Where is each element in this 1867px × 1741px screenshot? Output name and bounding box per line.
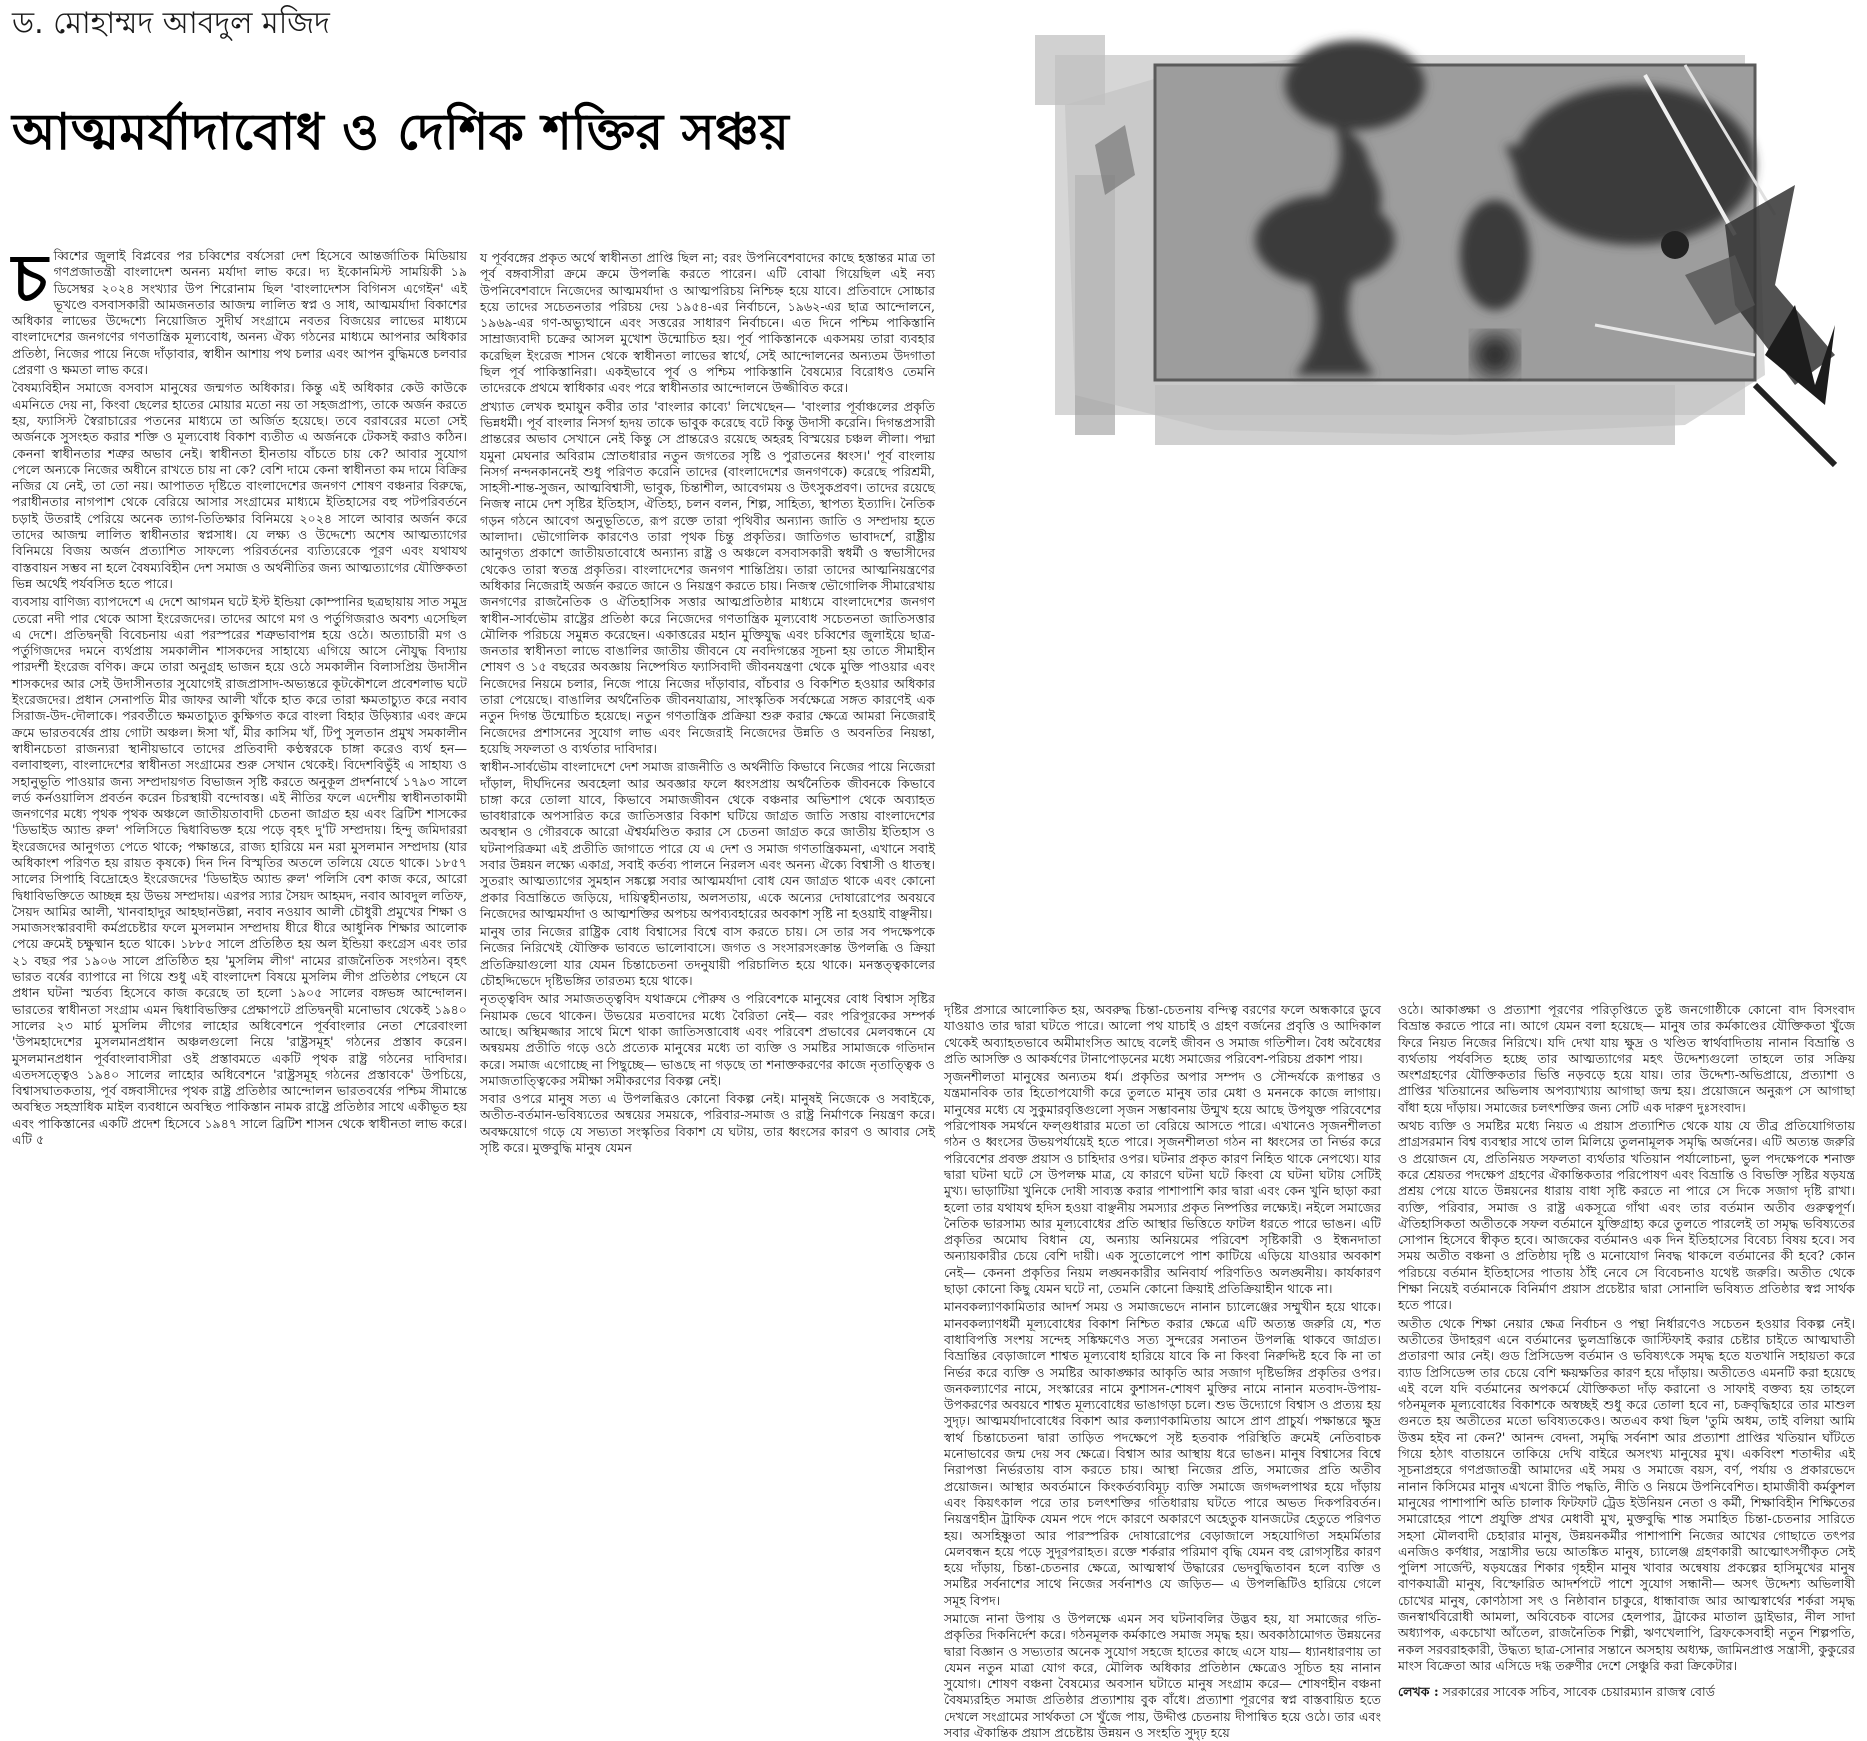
dropcap: চ [12,240,48,317]
author-label: লেখক : [1398,1684,1439,1700]
paragraph: চব্বিশের জুলাই বিপ্লবের পর চব্বিশের বর্ষসেরা দেশ হিসেবে আন্তর্জাতিক মিডিয়ায় গণপ্রজাতন্ত্রী বাংলাদেশ অনন্য মর্যাদা লাভ করে। দ্য ইকোনমিস্ট সাময়িকী ১৯ ডিসেম্বর ২০২৪ সংখ্যার উপ শিরোনাম ছিল 'বাংলাদেশস বিগিনস এগেইন' এই ভূখণ্ডে বসবাসকারী আমজনতার আজন্ম লালিত স্বপ্ন ও সাধ, আত্মমর্যাদা বিকাশের অধিকার লাভের উদ্দেশ্যে নিয়োজিত সুদীর্ঘ সংগ্রামে নবতর বিজয়ের লাভের মাধ্যমে বাংলাদেশের জনগণের গণতান্ত্রিক মূল্যবোধ, অনন্য ঐক্য গঠনের মাধ্যমে আপনার অধিকার প্রতিষ্ঠা, নিজের পায়ে নিজে দাঁড়াবার, স্বাধীন আশায় পথ চলার এবং আপন বুদ্ধিমত্তে চলবার প্রেরণা ও ক্ষমতা লাভ করে। [12,240,467,378]
abstract-illustration [1035,25,1855,480]
article-column-2 [480,250,935,1550]
paragraph: সবার ওপরে মানুষ সত্য এ উপলব্ধিরও কোনো বিকল্প নেই। মানুষই নিজেকে ও সবাইকে, অতীত-বর্তমান-ভবিষ্যতের অন্বয়ের সময়কে, পরিবার-সমাজ ও রাষ্ট্র নির্মাণকে নিয়ন্ত্রণ করে। অবক্ষয়োগে গড়ে যে সভ্যতা সংস্কৃতির বিকাশ যে ঘটায়, তার ধ্বংসের কারণ ও আবার সেই সৃষ্টি করে। মুক্তবুদ্ধি মানুষ যেমন [480,1091,935,1156]
paragraph: য পূর্ববঙ্গের প্রকৃত অর্থে স্বাধীনতা প্রাপ্তি ছিল না; বরং উপনিবেশবাদের কাছে হস্তান্তর মাত্র তা পূর্ব বঙ্গবাসীরা ক্রমে ক্রমে উপলব্ধি করতে পারেন। এটি বোঝা গিয়েছিল এই নব্য উপনিবেশবাদে নিজেদের আত্মমর্যাদা ও আত্মপরিচয় নিশ্চিহ্ন হয়ে যাবে। প্রতিবাদে সোচ্চার হয়ে তাদের সচেতনতার পরিচয় দেয় ১৯৫৪-এর নির্বাচনে, ১৯৬২-এর ছাত্র আন্দোলনে, ১৯৬৯-এর গণ-অভ্যুত্থানে এবং সত্তরের সাধারণ নির্বাচনে। এত দিনে পশ্চিম পাকিস্তানি সাম্রাজ্যবাদী চক্রের আসল মুখোশ উন্মোচিত হয়। পূর্ব পাকিস্তানকে একসময় তারা ব্যবহার করেছিল ইংরেজ শাসন থেকে স্বাধীনতা লাভের স্বার্থে, সেই আন্দোলনের অন্যতম উদগাতা ছিল পূর্ব পাকিস্তানিরা। একইভাবে পূর্ব ও পশ্চিম পাকিস্তানি বৈষম্যের বিরোধও তেমনি তাদেরকে প্রথমে স্বাধিকার এবং পরে স্বাধীনতার আন্দোলনে উজ্জীবিত করে। [480,250,935,396]
paragraph: অতীত থেকে শিক্ষা নেয়ার ক্ষেত্র নির্বাচন ও পন্থা নির্ধারণেও সচেতন হওয়ার বিকল্প নেই। অতীতের উদাহরণ এনে বর্তমানের ভুলভ্রান্তিকে জাস্টিফাই করার চেষ্টার চাইতে আত্মঘাতী প্রতারণা আর নেই। গুড প্রিসিডেন্স বর্তমান ও ভবিষ্যৎকে সমৃদ্ধ হতে যতখানি সহায়তা করে ব্যাড প্রিসিডেন্স তার চেয়ে বেশি ক্ষয়ক্ষতির কারণ হয়ে দাঁড়ায়। অতীতেও এমনটি করা হয়েছে এই বলে যদি বর্তমানের অপকর্মে যৌক্তিকতা দাঁড় করানো ও সাফাই বক্তব্য হয় তাহলে গঠনমূলক মূল্যবোধের বিকাশকে অস্বচ্ছই শুধু করে তোলা হবে না, চক্রবৃদ্ধিহারে তার মাশুল গুনতে হয় অতীতের মতো ভবিষ্যতকেও। অতএব কথা ছিল 'তুমি অধম, তাই বলিয়া আমি উত্তম হইব না কেন?' আনন্দ বেদনা, সমৃদ্ধি সর্বনাশ আর প্রত্যাশা প্রাপ্তির খতিয়ান ঘাঁটতে গিয়ে হঠাৎ বাতায়নে তাকিয়ে দেখি বাইরে অসংখ্য মানুষের মুখ। একবিংশ শতাব্দীর এই সূচনাপ্রহরে গণপ্রজাতন্ত্রী আমাদের এই সময় ও সমাজে বয়স, বর্ণ, পর্যায় ও প্রকারভেদে নানান কিসিমের মানুষ এখনো রীতি পদ্ধতি, নীতি ও নিয়মে উপনিবেশিত। হামাজীবী কর্মকুশল মানুষের পাশাপাশি অতি চালাক ফিটফাট ট্রেড ইউনিয়ন নেতা ও কর্মী, শিক্ষাবিহীন শিক্ষিতের সমারোহের পাশে প্রযুক্তি প্রখর মেধাবী মুখ, মুক্তবুদ্ধি শান্ত সমাহিত চিন্তা-চেতনার সারিতে সহসা মৌলবাদী চেহারার মানুষ, উন্নয়নকর্মীর পাশাপাশি নিজের আখের গোছাতে তৎপর এনজিও কর্ণধার, সন্ত্রাসীর ভয়ে আতঙ্কিত মানুষ, চ্যালেঞ্জ গ্রহণকারী আত্মোৎসর্গীকৃত সেই পুলিশ সার্জেন্ট, ষড়যন্ত্রের শিকার গৃহহীন মানুষ খাবার অন্বেষায় প্রকল্পের হাসিমুখের মানুষ বাণকযাত্রী মানুষ, বিস্ফোরিত আদর্শপটে পাশে সুযোগ সন্ধানী— অসৎ উদ্দেশ্য অভিলাষী চোখের মানুষ, কোণঠাসা সৎ ও নিষ্ঠাবান চাকুরে, ধান্ধাবাজ আর আত্মস্বার্থের শর্করা সমৃদ্ধ জনস্বার্থবিরোধী আমলা, অবিবেচক বাসের হেলপার, ট্রাকের মাতাল ড্রাইভার, নীল সাদা অধ্যাপক, একচোখা আঁতেল, রাজনৈতিক শিল্পী, ঋণখেলাপি, ব্রিফকেসবাহী নতুন শিল্পপতি, নকল সরবরাহকারী, উদ্ধত্য ছাত্র-সোনার সন্তানে অসহায় অধ্যক্ষ, জামিনপ্রাপ্ত সন্ত্রাসী, কুকুরের মাংস বিক্রেতা আর এসিডে দগ্ধ তরুণীর দেশে সেঞ্চুরি করা ক্রিকেটার। [1398,1315,1855,1673]
paragraph: স্বাধীন-সার্বভৌম বাংলাদেশে দেশ সমাজ রাজনীতি ও অর্থনীতি কিভাবে নিজের পায়ে নিজেরা দাঁড়াল, দীর্ঘদিনের অবহেলা আর অবজ্ঞার ফলে ধ্বংসপ্রায় অর্থনৈতিক জীবনকে কিভাবে চাঙ্গা করে তোলা যাবে, কিভাবে সমাজজীবন থেকে বঞ্চনার অভিশাপ থেকে অব্যাহত ভাবধারাকে অপসারিত করে জাতিসত্তার বিকাশ ঘটিয়ে জাগ্রত জাতি সত্তায় বাংলাদেশের অবস্থান ও গৌরবকে আরো ঐশ্বর্যমণ্ডিত করার সে চেতনা জাগ্রত করে জাতীয় ইতিহাস ও ঘটনাপরিক্রমা এই প্রতীতি জাগাতে পারে যে এ দেশ ও সমাজ গণতান্ত্রিকমনা, এখানে সবাই সবার উন্নয়ন লক্ষ্যে একাগ্র, সবাই কর্তব্য পালনে নিরলস এবং অনন্য ঐক্যে বিশ্বাসী ও ধাতস্থ। সুতরাং আত্মত্যাগের সুমহান সঙ্কল্পে সবার আত্মমর্যাদা বোধ যেন জাগ্রত থাকে এবং কোনো প্রকার বিভ্রান্তিতে জড়িয়ে, দায়িত্বহীনতায়, অলসতায়, একে অন্যের দোষারোপের অবয়বে নিজেদের আত্মমর্যাদা ও আত্মশক্তির অপচয় অপব্যবহারের অবকাশ সৃষ্টি না হওয়াই বাঞ্ছনীয়। [480,759,935,921]
paragraph: সমাজে নানা উপায় ও উপলক্ষে এমন সব ঘটনাবলির উদ্ভব হয়, যা সমাজের গতি-প্রকৃতির দিকনির্দেশ করে। গঠনমূলক কর্মকাণ্ডে সমাজ সমৃদ্ধ হয়। অবকাঠামোগত উন্নয়নের দ্বারা বিজ্ঞান ও সভ্যতার অনেক সুযোগ সহজে হাতের কাছে এসে যায়— ধ্যানধারণায় তা যেমন নতুন মাত্রা যোগ করে, মৌলিক অধিকার প্রতিষ্ঠান ক্ষেত্রেও সূচিত হয় নানান সুযোগ। শোষণ বঞ্চনা বৈষম্যের অবসান ঘটাতে মানুষ সংগ্রাম করে— শোষণহীন বঞ্চনা বৈষম্যরহিত সমাজ প্রতিষ্ঠার প্রত্যাশায় বুক বাঁধে। প্রত্যাশা পূরণের স্বপ্ন বাস্তবায়িত হতে দেখলে সংগ্রামের সার্থকতা সে খুঁজে পায়, উদ্দীপ্ত চেতনায় দীপান্বিত হয়ে ওঠে। তার এবং সবার ঐকান্তিক প্রয়াস প্রচেষ্টায় উন্নয়ন ও সংহতি সুদৃঢ় হয়ে [944,1610,1381,1741]
paragraph: বৈষম্যবিহীন সমাজে বসবাস মানুষের জন্মগত অধিকার। কিন্তু এই অধিকার কেউ কাউকে এমনিতে দেয় না, কিংবা ছেলের হাতের মোয়ার মতো নয় তা সহজপ্রাপ্য, তাকে অর্জন করতে হয়, ফ্যাসিস্ট স্বৈরাচারের পতনের মাধ্যমে তা অর্জিত হয়েছে। তবে বরাবরের মতো সেই অর্জনকে সুসংহত করার শক্তি ও মূল্যবোধ বিকাশ ব্যতীত এ অর্জনকে টেকসই করাও কঠিন। কেননা স্বাধীনতার শত্রুর অভাব নেই। স্বাধীনতা হীনতায় বাঁচতে চায় কে? আবার সুযোগ পেলে অন্যকে নিজের অধীনে রাখতে চায় না কে? বেশি দামে কেনা স্বাধীনতা কম দামে বিক্রির নজির যে নেই, তা তো নয়। আপাতত দৃষ্টিতে বাংলাদেশের জনগণ শোষণ বঞ্চনার বিরুদ্ধে, পরাধীনতার নাগপাশ থেকে বেরিয়ে আসার সংগ্রামের মাধ্যমে ইতিহাসের বহু পটপরিবর্তনে চড়াই উতরাই পেরিয়ে অনেক ত্যাগ-তিতিক্ষার বিনিময়ে ২০২৪ সালে আবার অর্জন করে তাদের আজন্ম লালিত স্বাধীনতার স্বপ্নসাধ। যে লক্ষ্য ও উদ্দেশ্যে অশেষ আত্মত্যাগের বিনিময়ে বিজয় অর্জন প্রত্যাশিত সাফল্যে পরিবর্তনের ব্যত্যিরেকে পূরণ এবং যথাযথ বাস্তবায়ন সম্ভব না হলে বৈষম্যবিহীন দেশ সমাজ ও অর্থনীতির জন্য আত্মত্যাগের যৌক্তিকতা ভিন্ন অর্থেই পর্যবসিত হতে পারে। [12,380,467,591]
paragraph: সৃজনশীলতা মানুষের অন্যতম ধর্ম। প্রকৃতির অপার সম্পদ ও সৌন্দর্যকে রূপান্তর ও যন্ত্রমানবিক তার হিতোপযোগী করে তুলতে মানুষ তার মেধা ও মননকে কাজে লাগায়। মানুষের মধ্যে যে সুকুমারবৃত্তিগুলো সৃজন সম্ভাবনায় উন্মুখ হয়ে আছে উপযুক্ত পরিবেশের পরিপোষক সমর্থনে ফল্গুধারার মতো তা বেরিয়ে আসতে পারে। এখানেও সৃজনশীলতা গঠন ও ধ্বংসের উভয়পর্যায়েই হতে পারে। সৃজনশীলতা গঠন না ধ্বংসের তা নির্ভর করে পরিবেশের প্রবক্ত প্রয়াস ও চাহিদার ওপর। ঘটনার প্রকৃত কারণ নিহিত থাকে নেপথ্যে। যার দ্বারা ঘটনা ঘটে সে উপলক্ষ মাত্র, যে কারণে ঘটনা ঘটে কিংবা যে ঘটনা ঘটায় সেটিই মুখ্য। ভাড়াটিয়া খুনিকে দোষী সাব্যস্ত করার পাশাপাশি কার দ্বারা এবং কেন খুনি ছাড়া করা হলো তার যথাযথ হদিস হওয়া বাঞ্ছনীয় সমস্যার প্রকৃত নিষ্পত্তির লক্ষ্যেই। নইলে সমাজের নৈতিক ভারসাম্য আর মূল্যবোধের প্রতি আস্থার ভিত্তিতে ফাটল ধরতে পারে ভাঙন। এটি প্রকৃতির অমোঘ বিধান যে, অন্যায় অনিয়মের পরিবেশ সৃষ্টিকারী ও ইন্ধনদাতা অন্যায়কারীর চেয়ে বেশি দায়ী। এক সুতোলেপে পাশ কাটিয়ে এড়িয়ে যাওয়ার অবকাশ নেই— কেননা প্রকৃতির নিয়ম লঙ্ঘনকারীর অনিবার্য পরিণতিও অলঙ্ঘনীয়। কার্যকারণ ছাড়া কোনো কিছু যেমন ঘটে না, তেমনি কোনো ক্রিয়াই প্রতিক্রিয়াহীন থাকে না। [944,1069,1381,1297]
author-text: সরকারের সাবেক সচিব, সাবেক চেয়ারম্যান রাজস্ব বোর্ড [1442,1684,1715,1700]
author-note [1398,1684,1855,1700]
paragraph: মানবকল্যাণকামিতার আদর্শ সময় ও সমাজভেদে নানান চ্যালেঞ্জের সম্মুখীন হয়ে থাকে। মানবকল্যাণধর্মী মূল্যবোধের বিকাশ নিশ্চিত করার ক্ষেত্রে এটি অত্যন্ত জরুরি যে, শত বাধাবিপত্তি সংশয় সন্দেহ সঙ্কিক্ষণেও সত্য সুন্দরের সনাতন উপলব্ধি থাকবে জাগ্রত। বিভ্রান্তির বেড়াজালে শাশ্বত মূল্যবোধ হারিয়ে যাবে কি না কিংবা নিরুদ্দিষ্ট হবে কি না তা নির্ভর করে ব্যক্তি ও সমষ্টির আকাঙ্ক্ষার আকৃতি আর সজাগ দৃষ্টিভঙ্গির প্রকৃতির ওপর। জনকল্যাণের নামে, সংস্কারের নামে কুশাসন-শোষণ মুক্তির নামে নানান মতবাদ-উপায়-উপকরণের অবয়বে শাশ্বত মূল্যবোধের ভাঙাগড়া চলে। শুভ উদ্যোগে বিশ্বাস ও প্রত্যয় হয় সুদৃঢ়। আত্মমর্যাদাবোধের বিকাশ আর কল্যাণকামিতায় আসে প্রাণ প্রাচুর্য। পক্ষান্তরে ক্ষুদ্র স্বার্থ চিন্তাচেতনা দ্বারা তাড়িত পদক্ষেপে সৃষ্ট হতবাক পরিস্থিতি ক্রমেই নেতিবাচক মনোভাবের জন্ম দেয় সব ক্ষেত্রে। বিশ্বাস আর আস্থায় ধরে ভাঙন। মানুষ বিশ্বাসের বিশ্বে নিরাপত্তা নির্ভরতায় বাস করতে চায়। আস্থা নিজের প্রতি, সমাজের প্রতি অতীব প্রয়োজন। আস্থার অবর্তমানে কিংকর্তব্যবিমূঢ় ব্যক্তি সমাজে জগদ্দলপাথর হয়ে দাঁড়ায় এবং কিয়ৎকাল পরে তার চলৎশক্তির গতিধারায় ঘটতে পারে অভত দিকপরিবর্তন। নিয়ন্ত্রণহীন ট্রাফিক যেমন পদে পদে কারণে অকারণে অহেতুক যানজটের হেতুতে পরিণত হয়। অসহিষ্ণুতা আর পারস্পরিক দোষারোপের বেড়াজালে সহযোগিতা সহমর্মিতার মেলবন্ধন হয়ে পড়ে সুদূরপরাহত। রক্তে শর্করার পরিমাণ বৃদ্ধি যেমন বহু রোগসৃষ্টির কারণ হয়ে দাঁড়ায়, চিন্তা-চেতনার ক্ষেত্রে, আত্মস্বার্থ উদ্ধারের ভেদবুদ্ধিতাবন হলে ব্যক্তি ও সমষ্টির সর্বনাশের সাথে নিজের সর্বনাশও যে জড়িত— এ উপলব্ধিটিও হারিয়ে গেলে সমূহ বিপদ। [944,1299,1382,1608]
paragraph: নৃতত্ত্ববিদ আর সমাজতত্ত্ববিদ যথাক্রমে পৌরুষ ও পরিবেশকে মানুষের বোধ বিশ্বাস সৃষ্টির নিয়ামক ভেবে থাকেন। উভয়ের মতবাদের মধ্যে বৈরিতা নেই— বরং পরিপূরকের সম্পর্ক আছে। অস্থিমজ্জার সাথে মিশে থাকা জাতিসত্তাবোধ এবং পরিবেশ প্রভাবের মেলবন্ধনে যে অন্বয়ময় প্রতীতি গড়ে ওঠে প্রত্যেক মানুষের মধ্যে তা ব্যক্তি ও সমষ্টির সামাজকে গতিদান করে। সমাজ এগোচ্ছে না পিছুচ্ছে— ভাঙছে না গড়ছে তা শনাক্তকরণের কাজে নৃতাত্ত্বিক ও সমাজতাত্ত্বিকের সমীক্ষা সমীকরণের বিকল্প নেই। [480,991,935,1088]
article-column-4 [1398,1002,1855,1700]
paragraph: দৃষ্টির প্রসারে আলোকিত হয়, অবরুদ্ধ চিন্তা-চেতনায় বন্দিত্ব বরণের ফলে অন্ধকারে ডুবে যাওয়াও তার দ্বারা ঘটতে পারে। আলো পথ যাচাই ও গ্রহণ বর্জনের প্রবৃত্তি ও আদিকাল থেকেই অব্যাহতভাবে অমীমাংসিত আছে বলেই জীবন ও সমাজ গতিশীল। বৈধ অবৈধের প্রতি আসক্তি ও আকর্ষণের টানাপোড়নের মধ্যে সমাজের পরিবেশ-পরিচয় প্রকাশ পায়। [944,1002,1381,1066]
headline: আত্মমর্যাদাবোধ ও দেশিক শক্তির সঞ্চয় [12,103,790,161]
article-column-3 [944,1002,1382,1741]
paragraph: ব্যবসায় বাণিজ্য ব্যাপদেশে এ দেশে আগমন ঘটে ইস্ট ইন্ডিয়া কোম্পানির ছত্রছায়ায় সাত সমুদ্র তেরো নদী পার থেকে আসা ইংরেজদের। তাদের আগে মগ ও পর্তুগিজরাও অবশ্য এসেছিল এ দেশে। প্রতিদ্বন্দ্বী বিবেচনায় এরা পরস্পরের শত্রুভাবাপন্ন হয়ে ওঠে। অত্যাচারী মগ ও পর্তুগিজদের দমনে ব্যর্থপ্রায় সমকালীন শাসকদের সাহায্যে এগিয়ে আসে নৌযুদ্ধ বিদ্যায় পারদর্শী ইংরেজ বণিক। ক্রমে তারা অনুগ্রহ ভাজন হয়ে ওঠে সমকালীন বিলাসপ্রিয় উদাসীন শাসকদের আর সেই উদাসীনতার সুযোগেই রাজপ্রাসাদ-অভ্যন্তরে কূটকৌশলে প্রবেশলাভ ঘটে ইংরেজদের। প্রধান সেনাপতি মীর জাফর আলী খাঁকে হাত করে তারা ক্ষমতাচ্যুত করে নবাব সিরাজ-উদ-দৌলাকে। পরবর্তীতে ক্ষমতাচ্যুত কুক্ষিগত করে বাংলা বিহার উড়িষ্যার এবং ক্রমে ক্রমে ভারতবর্ষের প্রায় গোটা অঞ্চল। ঈসা খাঁ, মীর কাসিম খাঁ, টিপু সুলতান প্রমুখ সমকালীন স্বাধীনচেতা রাজন্যরা স্থানীয়ভাবে তাদের প্রতিবাদী কণ্ঠস্বরকে চাঙ্গা করেও ব্যর্থ হন— বলাবাহুল্য, বাংলাদেশের স্বাধীনতা সংগ্রামের শুরু সেখান থেকেই। বিদেশবিভুঁই এ সাহায্য ও সহানুভূতি পাওয়ার জন্য সম্প্রদায়গত বিভাজন সৃষ্টি করতে অনুকূল প্রদর্শনার্থে ১৭৯৩ সালে লর্ড কর্নওয়ালিস প্রবর্তন করেন চিরস্থায়ী বন্দোবস্ত। এই নীতির ফলে এদেশীয় স্বাধীনতাকামী জনগণের মধ্যে পৃথক পৃথক অঞ্চলে জাতীয়তাবাদী চেতনা জাগ্রত হয় এবং ব্রিটিশ শাসকের 'ডিভাইড অ্যান্ড রুল' পলিসিতে দ্বিধাবিভক্ত হয়ে পড়ে বৃহৎ দু'টি সম্প্রদায়। হিন্দু জমিদাররা ইংরেজদের আনুগত্য পেতে থাকে; পক্ষান্তরে, রাজ্য হারিয়ে মন মরা মুসলমান সম্প্রদায় (যার অধিকাংশ পরিণত হয় রায়ত কৃষকে) দিন দিন বিস্মৃতির অতলে তলিয়ে যেতে থাকে। ১৮৫৭ সালের সিপাহি বিদ্রোহেও ইংরেজদের 'ডিভাইড অ্যান্ড রুল' পলিসি বেশ কাজ করে, আরো দ্বিধাবিভক্তিতে আচ্ছন্ন হয় উভয় সম্প্রদায়। এরপর স্যার সৈয়দ আহমদ, নবাব আবদুল লতিফ, সৈয়দ আমির আলী, খানবাহাদুর আহছানউল্লা, নবাব নওয়াব আলী চৌধুরী প্রমুখের শিক্ষা ও সমাজসংস্কারবাদী কর্মপ্রচেষ্টার ফলে মুসলমান সম্প্রদায় ধীরে ধীরে আধুনিক শিক্ষার আলোক পেয়ে ক্রমেই চক্ষুষ্মান হতে থাকে। ১৮৮৫ সালে প্রতিষ্ঠিত হয় অল ইন্ডিয়া কংগ্রেস এবং তার ২১ বছর পর ১৯০৬ সালে প্রতিষ্ঠিত হয় 'মুসলিম লীগ' নামের রাজনৈতিক সংগঠন। বৃহৎ ভারত বর্ষের ব্যাপারে না গিয়ে শুধু এই বাংলাদেশ বিষয়ে মুসলিম লীগ প্রতিষ্ঠার পেছনে যে প্রধান ঘটনা স্মর্তব্য হিসেবে কাজ করেছে তা হলো ১৯০৫ সালের বঙ্গভঙ্গ আন্দোলন। ভারতের স্বাধীনতা সংগ্রাম এমন দ্বিধাবিভক্তির প্রেক্ষাপটে প্রতিদ্বন্দ্বী মনোভাব থেকেই ১৯৪০ সালের ২৩ মার্চ মুসলিম লীগের লাহোর অধিবেশনে পূর্ববাংলার নেতা শেরেবাংলা 'উপমহাদেশের মুসলমানপ্রধান অঞ্চলগুলো নিয়ে 'রাষ্ট্রসমূহ' গঠনের প্রস্তাব করেন। মুসলমানপ্রধান পূর্ববাংলাবাসীরা ওই প্রস্তাবমতে একটি পৃথক রাষ্ট্র গঠনের দাবিদার। এতদসত্ত্বেও ১৯৪০ সালের লাহোর অধিবেশনে 'রাষ্ট্রসমূহ গঠনের প্রস্তাবকে' উপচিয়ে, বিশ্বাসঘাতকতায়, পূর্ব বঙ্গবাসীদের পৃথক রাষ্ট্র প্রতিষ্ঠার আন্দোলন ভারতবর্ষের পশ্চিম সীমান্তে অবস্থিত সহস্রাধিক মাইল ব্যবধানে অবস্থিত পাকিস্তান নামক রাষ্ট্রে প্রতিষ্ঠার সাথে একীভূত হয় এবং পাকিস্তানের একটি প্রদেশ হিসেবে ১৯৪৭ সালে ব্রিটিশ শাসন থেকে স্বাধীনতা লাভ করে। এটি ৫ [12,594,467,1148]
paragraph: অথচ ব্যক্তি ও সমষ্টির মধ্যে নিয়ত এ প্রয়াস প্রত্যাশিত থেকে যায় যে তীব্র প্রতিযোগিতায় প্রাগ্রসরমান বিশ্ব ব্যবস্থার সাথে তাল মিলিয়ে তুলনামূলক সমৃদ্ধি অর্জনের। এটি অত্যন্ত জরুরি ও প্রয়োজন যে, প্রতিনিয়ত সফলতা ব্যর্থতার খতিয়ান পর্যালোচনা, ভুল পদক্ষেপকে শনাক্ত করে শ্রেয়তর পদক্ষেপ গ্রহণের ঐকান্তিকতার পরিপোষণ এবং বিভ্রান্তি ও বিভক্তি সৃষ্টির ষড়যন্ত্র প্রশ্রয় পেয়ে যাতে উন্নয়নের ধারায় বাধা সৃষ্টি করতে না পারে সে দিকে সজাগ দৃষ্টি রাখা। ব্যক্তি, পরিবার, সমাজ ও রাষ্ট্র একসূত্রে গাঁথা এবং তার বর্তমান অতীব গুরুত্বপূর্ণ। ঐতিহাসিকতা অতীতকে সফল বর্তমানে যুক্তিগ্রাহ্য করে তুলতে পারলেই তা সমৃদ্ধ ভবিষ্যতের সোপান হিসেবে স্বীকৃত হবে। আজকের বর্তমানও এক দিন ইতিহাসের বিবেচ্য বিষয় হবে। সব সময় অতীত বঞ্চনা ও প্রতিষ্ঠায় দৃষ্টি ও মনোযোগ নিবদ্ধ থাকলে বর্তমানের কী হবে? কোন পরিচয়ে বর্তমান ইতিহাসের পাতায় ঠাঁই নেবে সে বিবেচনাও যথেষ্ট জরুরি। অতীত থেকে শিক্ষা নিয়েই বর্তমানকে বিনির্মাণ প্রয়াস প্রচেষ্টার দ্বারা সোনালি ভবিষ্যত প্রতিষ্ঠার স্বপ্ন সার্থক হতে পারে। [1398,1118,1855,1313]
paragraph: ওঠে। আকাঙ্ক্ষা ও প্রত্যাশা পূরণের পরিতৃপ্তিতে তুষ্ট জনগোষ্ঠীকে কোনো বাদ বিসংবাদ বিভ্রান্ত করতে পারে না। আগে যেমন বলা হয়েছে— মানুষ তার কর্মকাণ্ডের যৌক্তিকতা খুঁজে ফিরে নিয়ত নিজের নিরিখে। যদি দেখা যায় ক্ষুদ্র ও খণ্ডিত স্বার্থবাদিতায় নানান বিভ্রান্তি ও ব্যর্থতায় পর্যবসিত হচ্ছে তার আত্মত্যাগের মহৎ উদ্দেশ্যগুলো তাহলে তার সক্রিয় অংশগ্রহণের যৌক্তিকতার ভিত্তি নড়বড়ে হয়ে যায়। তার উদ্দেশ্য-অভিপ্রায়ে, প্রত্যাশা ও প্রাপ্তির খতিয়ানের অভিলাষ অপব্যাখ্যায় আগাছা জন্ম হয়। প্রয়োজনে অনুরূপ সে আগাছা বাঁধা হয়ে দাঁড়ায়। সমাজের চলৎশক্তির জন্য সেটি এক দারুণ দুঃসংবাদ। [1398,1002,1855,1115]
article-column-1 [12,240,467,1548]
paragraph: মানুষ তার নিজের রাষ্ট্রিক বোধ বিশ্বাসের বিশ্বে বাস করতে চায়। সে তার সব পদক্ষেপকে নিজের নিরিখেই যৌক্তিক ভাবতে ভালোবাসে। জগত ও সংসারসংক্রান্ত উপলব্ধি ও ক্রিয়া প্রতিক্রিয়াগুলো যার যেমন চিন্তাচেতনা তদনুযায়ী পরিচালিত হয়ে থাকে। মনস্তত্ত্বকালের চৌহদ্দিভেদে দৃষ্টিভঙ্গির তারতম্য হয়ে থাকে। [480,924,935,989]
byline: ড. মোহাম্মদ আবদুল মজিদ [12,6,330,41]
paragraph: প্রখ্যাত লেখক হুমায়ুন কবীর তার 'বাংলার কাব্যে' লিখেছেন— 'বাংলার পূর্বাঞ্চলের প্রকৃতি ভিন্নধর্মী। পূর্ব বাংলার নিসর্গ হৃদয় তাকে ভাবুক করেছে বটে কিন্তু উদাসী করেনি। দিগন্তপ্রসারী প্রান্তরের অভাব সেখানে নেই কিন্তু সে প্রান্তরেও রয়েছে অহরহ বিস্ময়ের চঞ্চল লীলা। পদ্মা যমুনা মেঘনার অবিরাম স্রোতধারার নতুন জগতের সৃষ্টি ও পুরাতনের ধ্বংস।' পূর্ব বাংলায় নিসর্গ নন্দনকাননেই শুধু পরিণত করেনি তাদের (বাংলাদেশের জনগণকে) করেছে পরিশ্রমী, সাহসী-শান্ত-সুজন, আত্মবিশ্বাসী, ভাবুক, চিন্তাশীল, আবেগময় ও উৎসুকপ্রবণ। তাদের রয়েছে নিজস্ব নামে দেশ সৃষ্টির ইতিহাস, ঐতিহ্য, চলন বলন, শিল্প, সাহিত্য, স্থাপত্য ইত্যাদি। নৈতিক গড়ন গঠনে আবেগ অনুভূতিতে, রূপ রক্তে তারা পৃথিবীর অন্যান্য জাতি ও সম্প্রদায় হতে আলাদা। ভৌগোলিক কারণেও তারা পৃথক চিন্তু প্রকৃতির। জাতিগত ভাবাদর্শে, রাষ্ট্রীয় আনুগত্য প্রকাশে জাতীয়তাবোধে অন্যান্য রাষ্ট্র ও অঞ্চলে বসবাসকারী স্বধর্মী ও স্বভাসীদের থেকেও তারা স্বতন্ত্র প্রকৃতির। বাংলাদেশের জনগণ শান্তিপ্রিয়। তারা তাদের আত্মনিয়ন্ত্রণের অধিকার নিজেরাই অর্জন করতে জানে ও নিয়ন্ত্রণ করতে চায়। নিজস্ব ভৌগোলিক সীমারেখায় জনগণের রাজনৈতিক ও ঐতিহাসিক সত্তার আত্মপ্রতিষ্ঠার মাধ্যমে বাংলাদেশের জনগণ স্বাধীন-সার্বভৌম রাষ্ট্রের প্রতিষ্ঠা করে নিজেদের গণতান্ত্রিক মূল্যবোধ সচেতনতা জাতিসত্তার মৌলিক পরিচয়ে সমুন্নত করেছেন। একাত্তরের মহান মুক্তিযুদ্ধ এবং চব্বিশের জুলাইয়ে ছাত্র-জনতার স্বাধীনতা লাভে বাঙালির জাতীয় জীবনে যে নবদিগন্তের সূচনা হয় তাতে সীমাহীন শোষণ ও ১৫ বছরের অবজ্ঞায় নিষ্পেষিত ফ্যাসিবাদী জীবনযন্ত্রণা থেকে মুক্তি পাওয়ার এবং নিজেদের নিয়মে চলার, নিজে পায়ে নিজের দাঁড়াবার, বাঁচবার ও বিকশিত হওয়ার অধিকার তারা পেয়েছে। বাঙালির অর্থনৈতিক জীবনযাত্রায়, সাংস্কৃতিক সর্বক্ষেত্রে সঙ্গত কারণেই এক নতুন দিগন্ত উন্মোচিত হয়েছে। নতুন গণতান্ত্রিক প্রক্রিয়া শুরু করার ক্ষেত্রে আমরা নিজেরাই নিজেদের প্রশাসনের সুযোগ লাভ এবং নিজেরাই নিজেদের উন্নতি ও অবনতির নিয়ন্তা, হয়েছি সফলতা ও ব্যর্থতার দাবিদার। [480,398,935,756]
